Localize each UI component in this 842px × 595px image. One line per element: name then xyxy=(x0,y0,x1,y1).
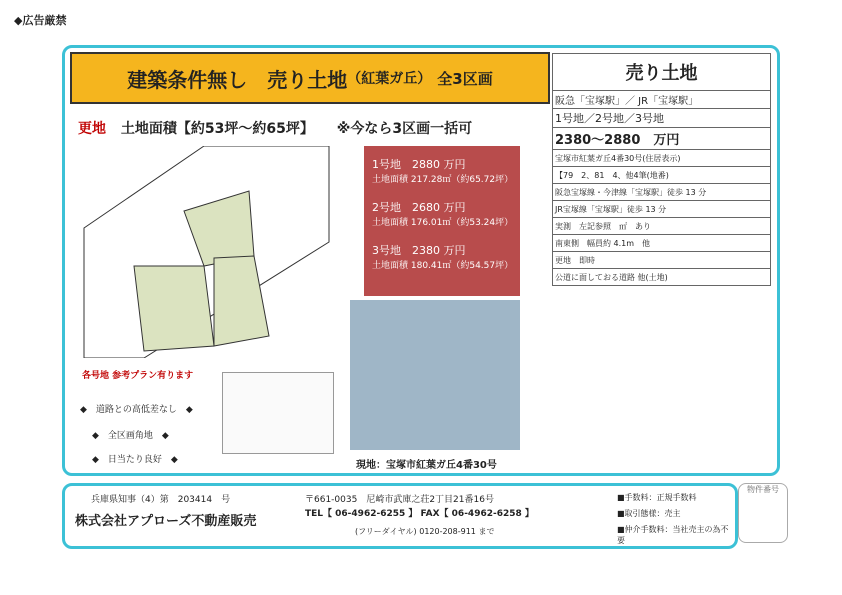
spec-measure xyxy=(553,218,771,235)
feature-road: ◆ 道路との高低差なし ◆ xyxy=(80,405,193,415)
lot-map xyxy=(74,146,336,358)
lot-unit: 万円 xyxy=(443,201,466,214)
lot-unit: 万円 xyxy=(443,158,466,171)
lot-name: 2号地 xyxy=(372,201,401,214)
feature-sun: ◆ 日当たり良好 ◆ xyxy=(92,455,178,465)
aerial-map-image xyxy=(350,300,520,450)
measure-value: 実測 左記参照 ㎡ xyxy=(555,221,627,231)
lot-entry xyxy=(372,242,512,271)
lot-list xyxy=(364,146,520,296)
footer xyxy=(62,483,738,549)
lot-area: 土地面積 217.28㎡（約65.72坪） xyxy=(372,175,514,185)
plan-note: 各号地 参考プラン有ります xyxy=(82,371,194,381)
spec-road: 南東側 幅員約 4.1m 他 xyxy=(553,235,771,252)
footer-license: 兵庫県知事（4）第 203414 号 xyxy=(91,495,231,505)
spec-transport-1: 阪急宝塚線・今津線「宝塚駅」徒歩 13 分 xyxy=(553,184,771,201)
footer-free: (フリーダイヤル) 0120-208-911 まで xyxy=(355,527,495,536)
status-label: 更地 xyxy=(78,121,106,137)
lot-name: 1号地 xyxy=(372,158,401,171)
spec-transport-2: JR宝塚線「宝塚駅」徒歩 13 分 xyxy=(553,201,771,218)
site-address: 現地：宝塚市紅葉ガ丘4番30号 xyxy=(356,460,497,471)
lot-entry xyxy=(372,199,512,228)
spec-remark: 公道に面しておる道路 他(土地) xyxy=(553,269,771,286)
footer-terms: ■手数料：正規手数料 xyxy=(617,493,697,502)
side-stamp: 物件番号 xyxy=(738,483,788,543)
bulk-note: ※今なら3区画一括可 xyxy=(336,121,473,137)
status-value: 更地 xyxy=(555,255,571,265)
banner-place: （紅葉ガ丘） xyxy=(347,71,432,87)
area-label: 土地面積【約53坪～約65坪】 xyxy=(120,121,314,137)
spec-status xyxy=(553,252,771,269)
lot-price: 2680 xyxy=(412,201,440,214)
lot-name: 3号地 xyxy=(372,244,401,257)
banner-main: 建築条件無し 売り土地 xyxy=(127,67,348,92)
footer-mode: ■取引態様：売主 xyxy=(617,509,681,518)
deliver-value: 即時 xyxy=(579,255,595,265)
lot-area: 土地面積 176.01㎡（約53.24坪） xyxy=(372,218,514,228)
site-plan-image xyxy=(222,372,334,454)
footer-tel: TEL【 06-4962-6255 】 FAX【 06-4962-6258 】 xyxy=(305,509,534,519)
lot-price: 2380 xyxy=(412,244,440,257)
footer-address: 〒661-0035 尼崎市武庫之荘2丁目21番16号 xyxy=(305,495,494,505)
spec-station: 阪急「宝塚駅」／ JR「宝塚駅」 xyxy=(553,91,771,109)
lot-unit: 万円 xyxy=(443,244,466,257)
spec-lot-number: 【79 2、81 4、他4筆(地番) xyxy=(553,167,771,184)
spec-location: 宝塚市紅葉ガ丘4番30号(住居表示) xyxy=(553,150,771,167)
footer-fee: ■仲介手数料：当社売主の為不要 xyxy=(617,525,729,545)
ad-tag: ◆広告厳禁 xyxy=(14,14,67,27)
spec-table xyxy=(552,53,771,286)
lot-area: 土地面積 180.41㎡（約54.57坪） xyxy=(372,261,514,271)
title-banner xyxy=(70,52,550,104)
setback-value: あり xyxy=(635,221,651,231)
spec-lots: 1号地／2号地／3号地 xyxy=(553,109,771,128)
spec-price: 2380～2880 万円 xyxy=(553,128,771,150)
subtitle xyxy=(78,118,472,138)
banner-count: 全3区画 xyxy=(437,69,493,88)
lot-price: 2880 xyxy=(412,158,440,171)
spec-title: 売り土地 xyxy=(553,54,771,91)
footer-company: 株式会社アプローズ不動産販売 xyxy=(75,514,257,529)
lot-entry xyxy=(372,156,512,185)
feature-corner: ◆ 全区画角地 ◆ xyxy=(92,431,169,441)
